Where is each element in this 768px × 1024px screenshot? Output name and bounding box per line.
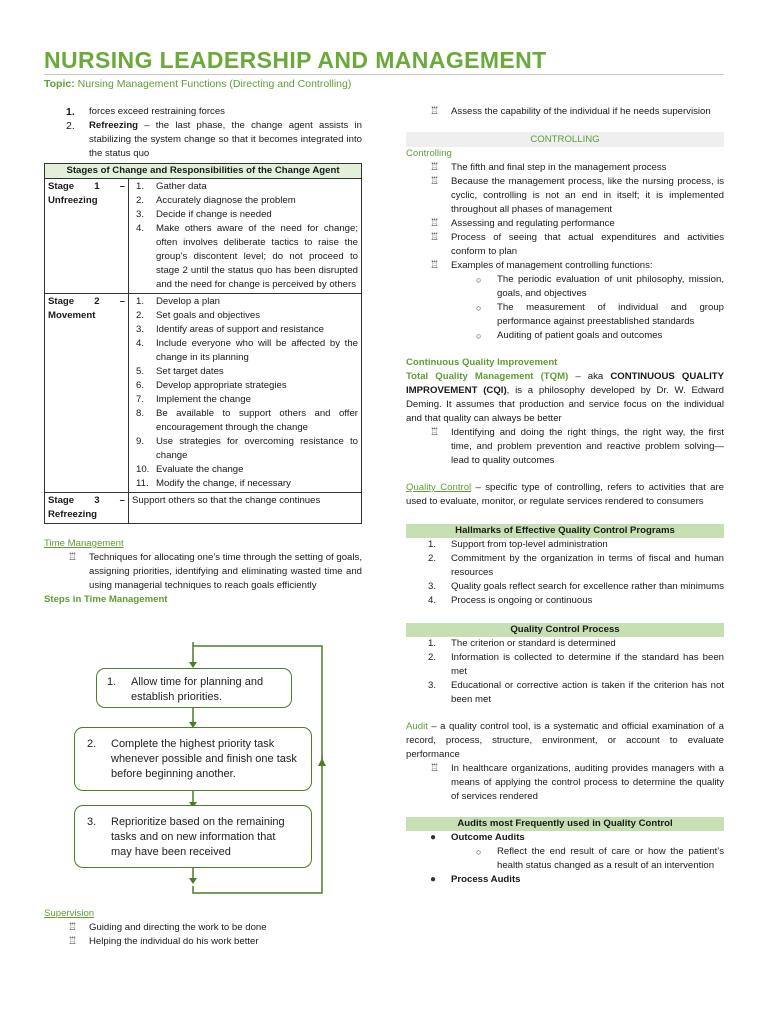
lamp-icon: ♖	[430, 427, 439, 438]
lamp-icon: ♖	[68, 922, 77, 933]
list-item: ♖ Assessing and regulating performance	[430, 218, 615, 229]
stage-responsibilities: 1. Develop a plan 2. Set goals and objectives 3. Identify areas of support and resistance 4. Include everyone who will be affected by the change in its planning 5. Set target dates 6. Develop appropriate strategies 7. Implement the change 8. Be available to support others and offer encouragement through the change 9. Use strategies for overcoming resistance to change 10. Evaluate the change 11. Modify the change, if necessary	[129, 294, 362, 493]
list-item: ♖ Helping the individual do his work better	[68, 936, 259, 947]
steps-heading: Steps in Time Management	[44, 594, 168, 605]
lamp-icon: ♖	[430, 106, 439, 117]
time-management-heading: Time Management	[44, 538, 124, 549]
controlling-band: CONTROLLING	[406, 132, 724, 147]
list-item: ♖ Because the management process, like the nursing process, is cyclic, controlling is not an end in itself; it is implemented throughout all phases of management	[430, 176, 724, 215]
lamp-icon: ♖	[430, 232, 439, 243]
lamp-icon: ♖	[430, 176, 439, 187]
list-item: 2. Information is collected to determine if the standard has been met	[428, 652, 724, 677]
circle-bullet-icon: ○	[476, 847, 482, 857]
intro-text: – the last phase, the change agent assists in stabilizing the system change so that it becomes integrated into the status quo	[89, 120, 362, 159]
cqi-paragraph: Total Quality Management (TQM) – aka CONTINUOUS QUALITY IMPROVEMENT (CQI), is a philosophy developed by Dr. W. Edward Deming. It assumes that production and service focus on the individual and that quality can always be better	[406, 371, 724, 424]
audit-paragraph: Audit – a quality control tool, is a systematic and official examination of a record, process, structure, environment, or account to evaluate performance	[406, 721, 724, 760]
list-item: ♖ The fifth and final step in the management process	[430, 162, 667, 173]
intro-num: 2.	[66, 120, 75, 132]
sub-item: ○ The measurement of individual and group performance against preestablished standards	[476, 302, 724, 327]
qc-process-band: Quality Control Process	[406, 623, 724, 637]
sub-item: ○ The periodic evaluation of unit philosophy, mission, goals, and objectives	[476, 274, 724, 299]
list-item: ● Outcome Audits	[430, 832, 525, 843]
topic-label: Topic:	[44, 78, 75, 90]
stage-cell: Stage 2 – Movement	[45, 294, 129, 493]
supervision-section	[44, 907, 362, 949]
table-row	[45, 493, 362, 524]
lamp-icon: ♖	[68, 936, 77, 947]
list-item: 2. Commitment by the organization in terms of fiscal and human resources	[428, 553, 724, 578]
left-column	[44, 105, 362, 607]
topic-text: Nursing Management Functions (Directing and Controlling)	[77, 78, 352, 90]
step-box-1: 1. Allow time for planning and establish priorities.	[96, 668, 292, 708]
list-item: 4. Process is ongoing or continuous	[428, 595, 593, 606]
circle-bullet-icon: ○	[476, 303, 482, 313]
intro-num: 1.	[66, 106, 75, 118]
right-column	[406, 105, 724, 887]
list-item: ♖ Assess the capability of the individual if he needs supervision	[430, 106, 711, 117]
circle-bullet-icon: ○	[476, 275, 482, 285]
list-item: ♖ Examples of management controlling functions:	[430, 260, 653, 271]
intro-item	[44, 119, 362, 161]
list-item: ♖ Guiding and directing the work to be done	[68, 922, 267, 933]
list-item: ♖ Identifying and doing the right things, the right way, the first time, and problem prevention and reactive problem solving—lead to quality outcomes	[430, 427, 724, 466]
table-row	[45, 179, 362, 294]
list-item: ♖ Process of seeing that actual expenditures and activities conform to plan	[430, 232, 724, 257]
stage-responsibilities: 1. Gather data 2. Accurately diagnose the problem 3. Decide if change is needed 4. Make others aware of the need for change; often involves deliberate tactics to raise the group’s discontent level; do not proceed to stage 2 until the status quo has been disrupted and the need for change is perceived by others	[129, 179, 362, 294]
table-header: Stages of Change and Responsibilities of the Change Agent	[45, 164, 362, 179]
list-item: 3. Educational or corrective action is taken if the criterion has not been met	[428, 680, 724, 705]
dot-bullet-icon: ●	[430, 874, 437, 885]
lamp-icon: ♖	[430, 162, 439, 173]
lamp-icon: ♖	[430, 763, 439, 774]
lamp-icon: ♖	[68, 552, 77, 563]
sub-item: ○ Reflect the end result of care or how the patient’s health status changed as a result of an intervention	[476, 846, 724, 871]
table-row	[45, 294, 362, 493]
topic-line	[44, 77, 351, 91]
controlling-heading: Controlling	[406, 148, 452, 159]
dot-bullet-icon: ●	[430, 832, 437, 843]
refreezing-term: Refreezing	[89, 120, 139, 131]
title-divider	[44, 74, 724, 75]
list-item: ♖ In healthcare organizations, auditing provides managers with a means of applying the control process to determine the quality of services rendered	[430, 763, 724, 802]
stages-of-change-table	[44, 163, 362, 524]
list-item: ♖ Techniques for allocating one’s time through the setting of goals, assigning priorities, identifying and eliminating wasted time and using managerial techniques to reach goals efficiently	[68, 552, 362, 591]
lamp-icon: ♖	[430, 260, 439, 271]
hallmarks-band: Hallmarks of Effective Quality Control Programs	[406, 524, 724, 538]
circle-bullet-icon: ○	[476, 331, 482, 341]
supervision-heading: Supervision	[44, 908, 95, 919]
quality-control-paragraph: Quality Control – specific type of controlling, refers to activities that are used to evaluate, monitor, or regulate services rendered to consumers	[406, 482, 724, 507]
page-title: NURSING LEADERSHIP AND MANAGEMENT	[44, 47, 547, 73]
stage-responsibilities: Support others so that the change continues	[129, 493, 362, 524]
cqi-heading: Continuous Quality Improvement	[406, 357, 558, 368]
stage-cell: Stage 3 – Refreezing	[45, 493, 129, 524]
list-item: 1. The criterion or standard is determined	[428, 638, 616, 649]
list-item: 1. Support from top-level administration	[428, 539, 608, 550]
sub-item: ○ Auditing of patient goals and outcomes	[476, 330, 663, 341]
intro-text: forces exceed restraining forces	[89, 106, 225, 117]
audits-band: Audits most Frequently used in Quality Control	[406, 817, 724, 831]
stage-cell: Stage 1 – Unfreezing	[45, 179, 129, 294]
intro-item	[44, 105, 362, 119]
list-item: ● Process Audits	[430, 874, 521, 885]
step-box-3: 3. Reprioritize based on the remaining tasks and on new information that may have been received	[74, 805, 312, 868]
list-item: 3. Quality goals reflect search for excellence rather than minimums	[428, 581, 725, 592]
step-box-2: 2. Complete the highest priority task whenever possible and finish one task before beginning another.	[74, 727, 312, 791]
lamp-icon: ♖	[430, 218, 439, 229]
